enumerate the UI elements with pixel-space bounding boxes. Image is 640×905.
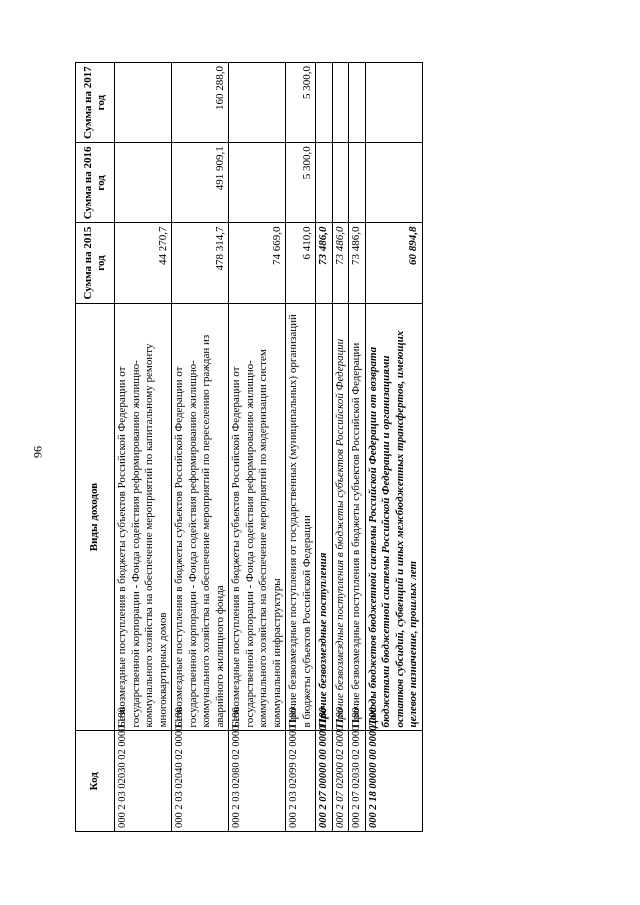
cell-sum-2015: 74 669,0 — [229, 223, 286, 303]
cell-name: Прочие безвозмездные поступления в бюджеты субъектов Российской Федерации — [332, 303, 349, 731]
cell-sum-2015: 73 486,0 — [316, 223, 333, 303]
rotated-table-container — [75, 62, 625, 832]
cell-sum-2015: 60 894,8 — [365, 223, 422, 303]
cell-code: 000 2 07 00000 00 0000 180 — [316, 731, 333, 832]
cell-code: 000 2 03 02099 02 0000 180 — [286, 731, 316, 832]
cell-sum-2015: 73 486,0 — [349, 223, 366, 303]
cell-code: 000 2 07 02000 02 0000 180 — [332, 731, 349, 832]
table-row — [349, 63, 366, 832]
cell-code: 000 2 07 02030 02 0000 180 — [349, 731, 366, 832]
table-row — [286, 63, 316, 832]
cell-sum-2017 — [316, 63, 333, 143]
cell-sum-2016: 5 300,0 — [286, 143, 316, 223]
cell-name: Доходы бюджетов бюджетной системы Российской Федерации от возврата бюджетами бюджетной системы Российской Федерации и организациями остатков субсидий, субвенций и иных межбюджетных трансфертов, имеющих целевое назначение, прошлых лет — [365, 303, 422, 731]
cell-sum-2017 — [349, 63, 366, 143]
cell-sum-2017 — [365, 63, 422, 143]
cell-code: 000 2 03 02080 02 0000 180 — [229, 731, 286, 832]
cell-sum-2016: 491 909,1 — [172, 143, 229, 223]
cell-sum-2017 — [332, 63, 349, 143]
header-code: Код — [76, 731, 115, 832]
header-sum-2015: Сумма на 2015 год — [76, 223, 115, 303]
header-sum-2017: Сумма на 2017 год — [76, 63, 115, 143]
cell-name: Прочие безвозмездные поступления от государственных (муниципальных) организаций в бюджеты субъектов Российской Федерации — [286, 303, 316, 731]
table-row — [365, 63, 422, 832]
table-row — [316, 63, 333, 832]
cell-name: Прочие безвозмездные поступления — [316, 303, 333, 731]
table-row — [332, 63, 349, 832]
cell-sum-2015: 44 270,7 — [115, 223, 172, 303]
cell-code: 000 2 18 00000 00 0000 000 — [365, 731, 422, 832]
cell-sum-2015: 73 486,0 — [332, 223, 349, 303]
cell-name: Прочие безвозмездные поступления в бюджеты субъектов Российской Федерации — [349, 303, 366, 731]
revenue-table — [75, 62, 423, 832]
cell-code: 000 2 03 02030 02 0000 180 — [115, 731, 172, 832]
table-row — [172, 63, 229, 832]
cell-sum-2017 — [115, 63, 172, 143]
table-row — [115, 63, 172, 832]
page-number: 96 — [30, 446, 45, 458]
cell-code: 000 2 03 02040 02 0000 180 — [172, 731, 229, 832]
cell-name: Безвозмездные поступления в бюджеты субъектов Российской Федерации от государственной корпорации - Фонда содействия реформированию жилищно-коммунального хозяйства на обеспечение мероприятий по переселению граждан из аварийного жилищного фонда — [172, 303, 229, 731]
header-sum-2016: Сумма на 2016 год — [76, 143, 115, 223]
cell-sum-2016 — [316, 143, 333, 223]
cell-sum-2017 — [229, 63, 286, 143]
cell-sum-2016 — [115, 143, 172, 223]
table-header-row — [76, 63, 115, 832]
cell-sum-2017: 160 288,0 — [172, 63, 229, 143]
cell-sum-2016 — [332, 143, 349, 223]
cell-sum-2016 — [349, 143, 366, 223]
header-name: Виды доходов — [76, 303, 115, 731]
table-row — [229, 63, 286, 832]
cell-name: Безвозмездные поступления в бюджеты субъектов Российской Федерации от государственной корпорации - Фонда содействия реформированию жилищно-коммунального хозяйства на обеспечение мероприятий по модернизации систем коммунальной инфраструктуры — [229, 303, 286, 731]
cell-sum-2016 — [229, 143, 286, 223]
cell-sum-2017: 5 300,0 — [286, 63, 316, 143]
cell-sum-2016 — [365, 143, 422, 223]
cell-name: Безвозмездные поступления в бюджеты субъектов Российской Федерации от государственной корпорации - Фонда содействия реформированию жилищно-коммунального хозяйства на обеспечение мероприятий по капитальному ремонту многоквартирных домов — [115, 303, 172, 731]
cell-sum-2015: 478 314,7 — [172, 223, 229, 303]
cell-sum-2015: 6 410,0 — [286, 223, 316, 303]
